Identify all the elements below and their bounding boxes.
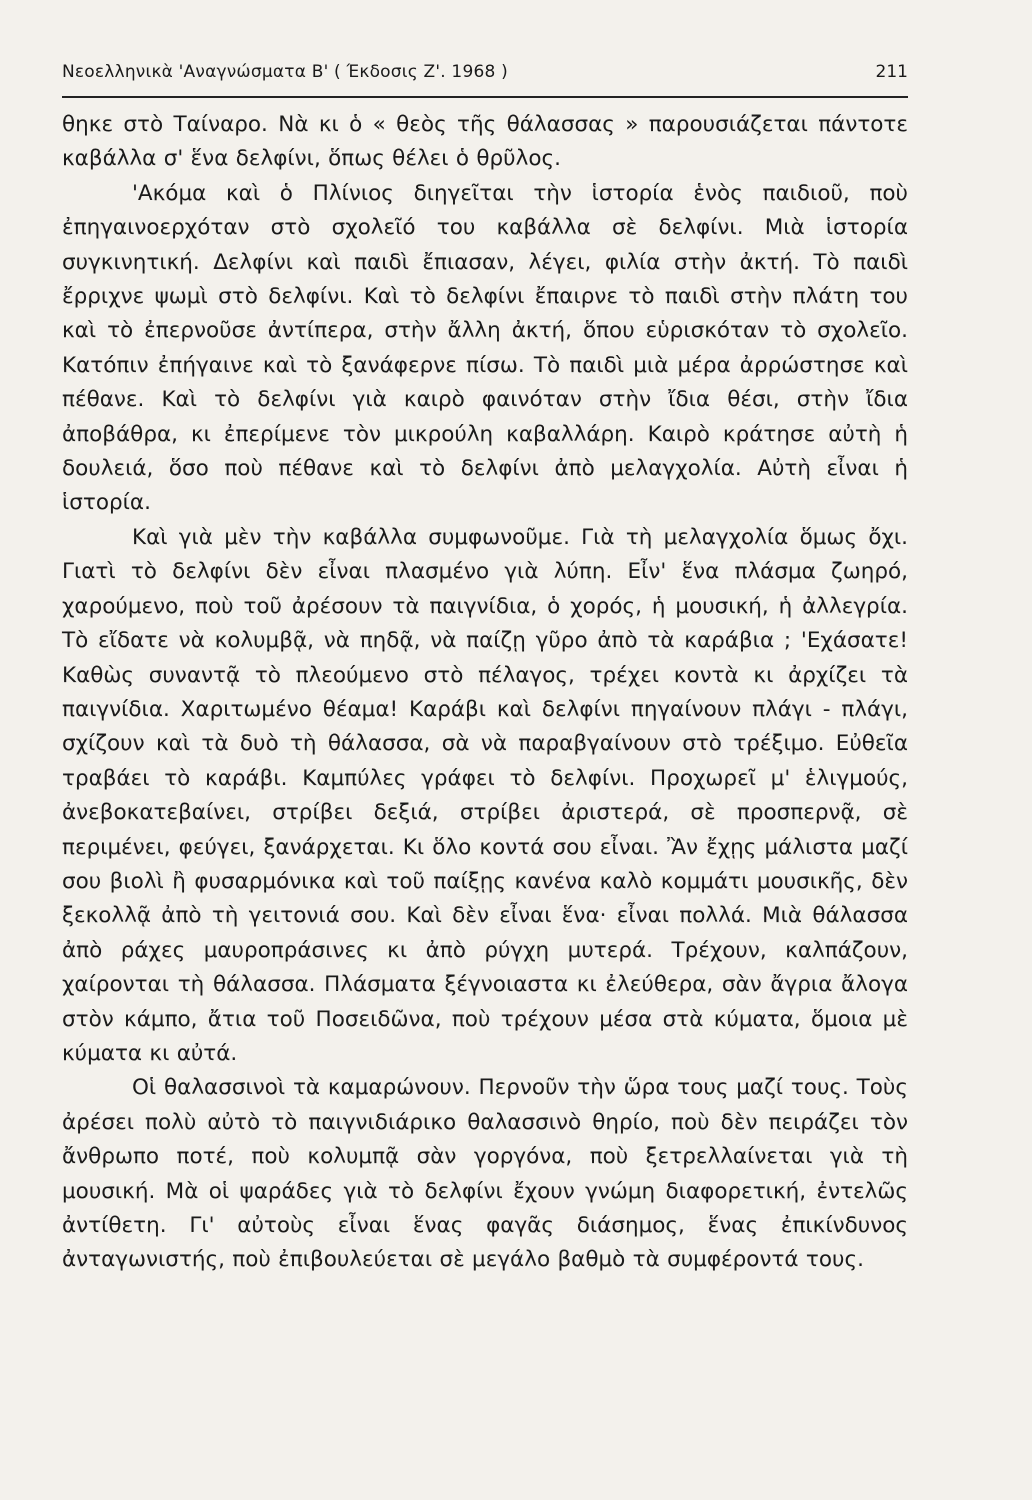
page-number: 211 [875,62,908,82]
paragraph: θηκε στὸ Ταίναρο. Νὰ κι ὁ « θεὸς τῆς θάλασσας » παρουσιάζεται πάντοτε καβάλλα σ' ἕνα δελφίνι, ὅπως θέλει ὁ θρῦλος. [62,112,908,172]
paragraph: 'Ακόμα καὶ ὁ Πλίνιος διηγεῖται τὴν ἱστορία ἑνὸς παιδιοῦ, ποὺ ἐπηγαινοερχόταν στὸ σχολεῖό του καβάλλα σὲ δελφίνι. Μιὰ ἱστορία συγκινητική. Δελφίνι καὶ παιδὶ ἔπιασαν, λέγει, φιλία στὴν ἀκτή. Τὸ παιδὶ ἔρριχνε ψωμὶ στὸ δελφίνι. Καὶ τὸ δελφίνι ἔπαιρνε τὸ παιδὶ στὴν πλάτη του καὶ τὸ ἐπερνοῦσε ἀντίπερα, στὴν ἄλλη ἀκτή, ὅπου εὑρισκόταν τὸ σχολεῖο. Κατόπιν ἐπήγαινε καὶ τὸ ξανάφερνε πίσω. Τὸ παιδὶ μιὰ μέρα ἀρρώστησε καὶ πέθανε. Καὶ τὸ δελφίνι γιὰ καιρὸ φαινόταν στὴν ἴδια θέσι, στὴν ἴδια ἀποβάθρα, κι ἐπερίμενε τὸν μικρούλη καβαλλάρη. Καιρὸ κράτησε αὐτὴ ἡ δουλειά, ὅσο ποὺ πέθανε καὶ τὸ δελφίνι ἀπὸ μελαγχολία. Αὐτὴ εἶναι ἡ ἱστορία. [62,180,908,516]
paragraph: Οἱ θαλασσινοὶ τὰ καμαρώνουν. Περνοῦν τὴν ὥρα τους μαζί τους. Τοὺς ἀρέσει πολὺ αὐτὸ τὸ παιγνιδιάρικο θαλασσινὸ θηρίο, ποὺ δὲν πειράζει τὸν ἄνθρωπο ποτέ, ποὺ κολυμπᾷ σὰν γοργόνα, ποὺ ξετρελλαίνεται γιὰ τὴ μουσική. Μὰ οἱ ψαράδες γιὰ τὸ δελφίνι ἔχουν γνώμη διαφορετική, ἐντελῶς ἀντίθετη. Γι' αὐτοὺς εἶναι ἕνας φαγᾶς διάσημος, ἕνας ἐπικίνδυνος ἀνταγωνιστής, ποὺ ἐπιβουλεύεται σὲ μεγάλο βαθμὸ τὰ συμφέροντά τους. [62,1075,908,1273]
paragraph: Καὶ γιὰ μὲν τὴν καβάλλα συμφωνοῦμε. Γιὰ τὴ μελαγχολία ὅμως ὄχι. Γιατὶ τὸ δελφίνι δὲν εἶναι πλασμένο γιὰ λύπη. Εἶν' ἕνα πλάσμα ζωηρό, χαρούμενο, ποὺ τοῦ ἀρέσουν τὰ παιγνίδια, ὁ χορός, ἡ μουσική, ἡ ἀλλεγρία. Τὸ εἴδατε νὰ κολυμβᾷ, νὰ πηδᾷ, νὰ παίζῃ γῦρο ἀπὸ τὰ καράβια ; 'Εχάσατε! Καθὼς συναντᾷ τὸ πλεούμενο στὸ πέλαγος, τρέχει κοντὰ κι ἀρχίζει τὰ παιγνίδια. Χαριτωμένο θέαμα! Καράβι καὶ δελφίνι πηγαίνουν πλάγι - πλάγι, σχίζουν καὶ τὰ δυὸ τὴ θάλασσα, σὰ νὰ παραβγαίνουν στὸ τρέξιμο. Εὐθεῖα τραβάει τὸ καράβι. Καμπύλες γράφει τὸ δελφίνι. Προχωρεῖ μ' ἑλιγμούς, ἀνεβοκατεβαίνει, στρίβει δεξιά, στρίβει ἀριστερά, σὲ προσπερνᾷ, σὲ περιμένει, φεύγει, ξανάρχεται. Κι ὅλο κοντά σου εἶναι. Ἂν ἔχῃς μάλιστα μαζί σου βιολὶ ἢ φυσαρμόνικα καὶ τοῦ παίξῃς κανένα καλὸ κομμάτι μουσικῆς, δὲν ξεκολλᾷ ἀπὸ τὴ γειτονιά σου. Καὶ δὲν εἶναι ἕνα· εἶναι πολλά. Μιὰ θάλασσα ἀπὸ ράχες μαυροπράσινες κι ἀπὸ ρύγχη μυτερά. Τρέχουν, καλπάζουν, χαίρονται τὴ θάλασσα. Πλάσματα ξέγνοιαστα κι ἐλεύθερα, σὰν ἄγρια ἄλογα στὸν κάμπο, ἄτια τοῦ Ποσειδῶνα, ποὺ τρέχουν μέσα στὰ κύματα, ὅμοια μὲ κύματα κι αὐτά. [62,524,908,1066]
header-rule [62,96,908,98]
running-header [62,62,908,92]
running-title: Νεοελληνικὰ 'Αναγνώσματα Β' ( Έκδοσις Ζ'. 1968 ) [62,62,508,82]
body-text [62,108,908,1278]
